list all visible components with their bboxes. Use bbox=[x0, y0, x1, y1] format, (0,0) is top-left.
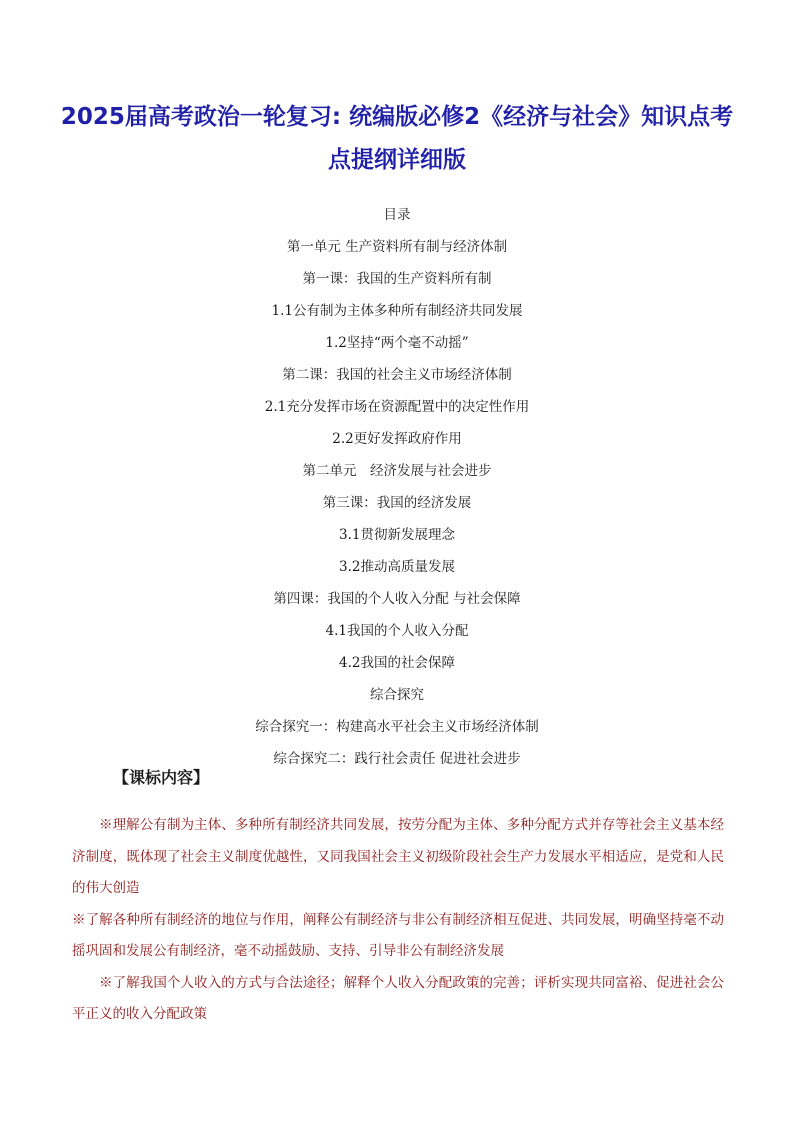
toc-item-1-1[interactable]: 1.1公有制为主体多种所有制经济共同发展 bbox=[271, 303, 523, 319]
toc-item-lesson-3[interactable]: 第三课：我国的经济发展 bbox=[322, 495, 472, 511]
toc-item-4-2[interactable]: 4.2我国的社会保障 bbox=[339, 655, 455, 671]
toc-heading: 目录 bbox=[383, 207, 411, 223]
toc-item-comprehensive-2[interactable]: 综合探究二：践行社会责任 促进社会进步 bbox=[273, 751, 521, 767]
toc-item-unit-1[interactable]: 第一单元 生产资料所有制与经济体制 bbox=[286, 239, 508, 255]
toc-item-lesson-4[interactable]: 第四课：我国的个人收入分配 与社会保障 bbox=[273, 591, 521, 607]
toc-item-lesson-1[interactable]: 第一课：我国的生产资料所有制 bbox=[302, 271, 492, 287]
toc-item-comprehensive[interactable]: 综合探究 bbox=[370, 687, 424, 703]
toc-item-4-1[interactable]: 4.1我国的个人收入分配 bbox=[325, 623, 469, 639]
toc-item-2-1[interactable]: 2.1充分发挥市场在资源配置中的决定性作用 bbox=[264, 399, 530, 415]
standards-paragraph-3: ※了解我国个人收入的方式与合法途径；解释个人收入分配政策的完善；评析实现共同富裕、促进社会公平正义的收入分配政策 bbox=[72, 974, 724, 1022]
toc-item-comprehensive-1[interactable]: 综合探究一：构建高水平社会主义市场经济体制 bbox=[255, 719, 539, 735]
table-of-contents bbox=[100, 199, 694, 775]
standards-content bbox=[72, 810, 724, 1031]
toc-item-1-2[interactable]: 1.2坚持“两个毫不动摇” bbox=[325, 335, 469, 351]
standards-paragraph-2: ※了解各种所有制经济的地位与作用，阐释公有制经济与非公有制经济相互促进、共同发展，明确坚持毫不动摇巩固和发展公有制经济，毫不动摇鼓励、支持、引导非公有制经济发展 bbox=[72, 911, 724, 959]
toc-item-unit-2[interactable]: 第二单元 经济发展与社会进步 bbox=[302, 463, 492, 479]
document-title: 2025届高考政治一轮复习: 统编版必修2《经济与社会》知识点考点提纲详细版 bbox=[60, 104, 734, 173]
toc-item-3-2[interactable]: 3.2推动高质量发展 bbox=[339, 559, 455, 575]
standards-paragraph-1: ※理解公有制为主体、多种所有制经济共同发展，按劳分配为主体、多种分配方式并存等社会主义基本经济制度，既体现了社会主义制度优越性，又同我国社会主义初级阶段社会生产力发展水平相适应，是党和人民的伟大创造 bbox=[72, 817, 724, 896]
toc-item-3-1[interactable]: 3.1贯彻新发展理念 bbox=[339, 527, 455, 543]
toc-item-2-2[interactable]: 2.2更好发挥政府作用 bbox=[332, 431, 462, 447]
standards-heading: 【课标内容】 bbox=[113, 768, 210, 787]
toc-item-lesson-2[interactable]: 第二课：我国的社会主义市场经济体制 bbox=[282, 367, 512, 383]
